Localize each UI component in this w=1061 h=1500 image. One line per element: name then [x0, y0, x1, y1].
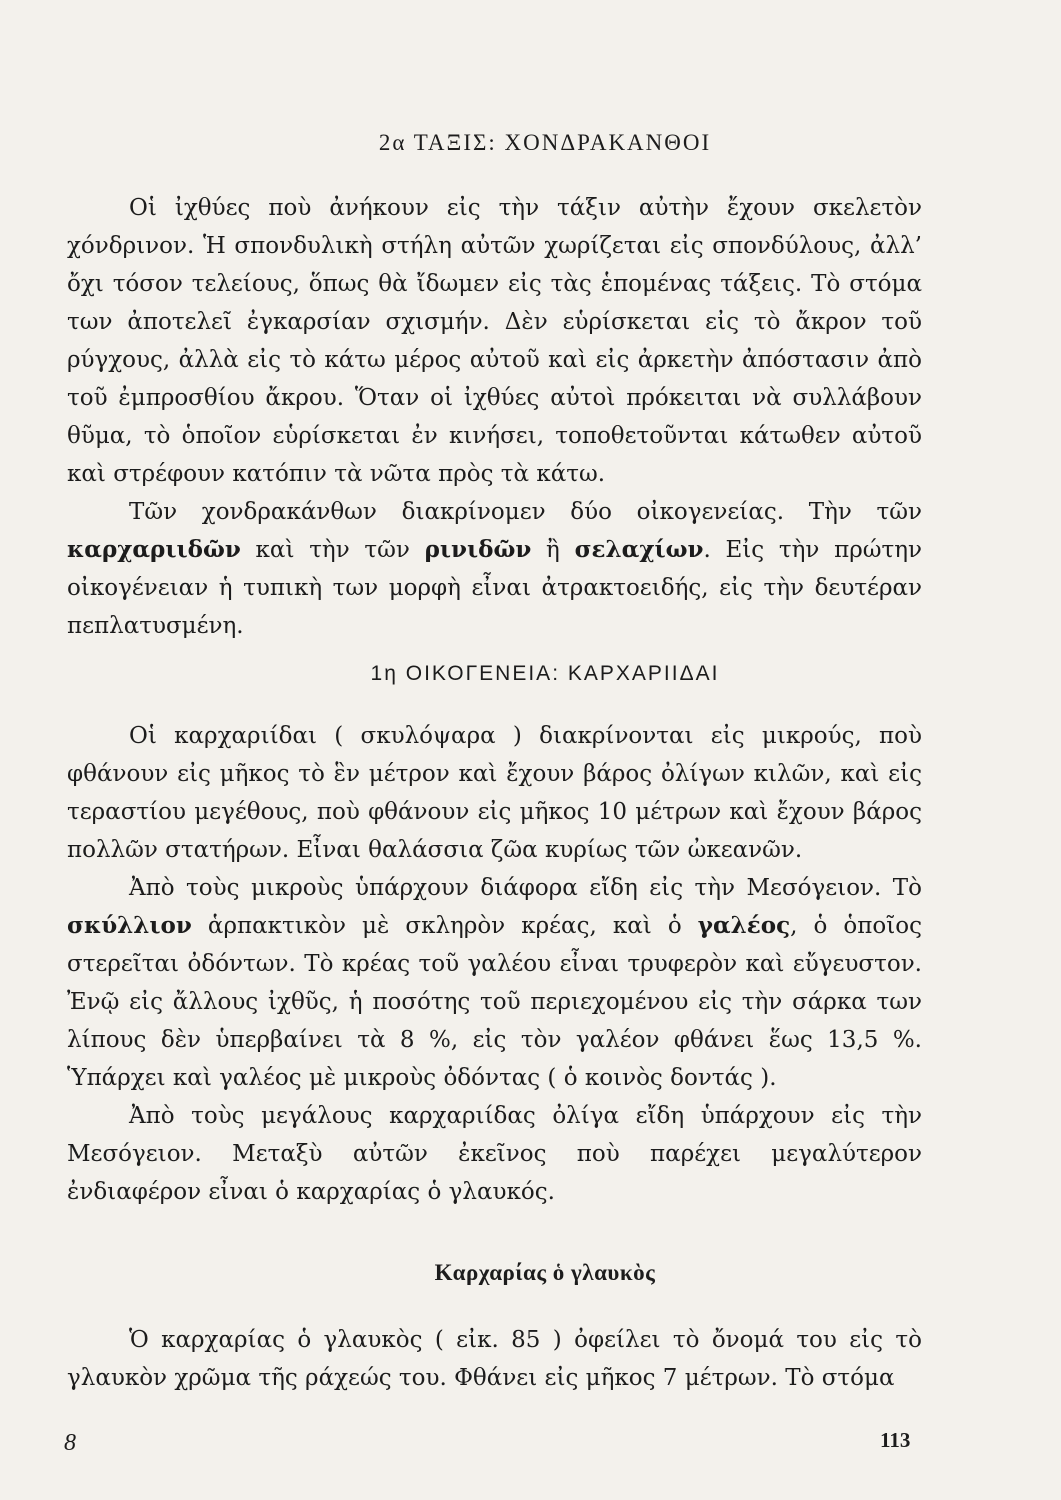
text-run: ἁρπακτικὸν μὲ σκληρὸν κρέας, καὶ ὁ	[191, 913, 698, 939]
text-run: καὶ τὴν τῶν	[240, 537, 425, 563]
text-run: Ἀπὸ τοὺς μεγάλους καρχαριίδας ὀλίγα εἴδη ὑπάρχουν εἰς τὴν Μεσόγειον. Μεταξὺ αὐτῶν ἐκεῖνος ποὺ παρέχει μεγαλύτερον ἐνδιαφέρον εἶναι ὁ καρχαρίας ὁ γλαυκός.	[67, 1103, 922, 1205]
text-run: Τῶν χονδρακάνθων διακρίνομεν δύο οἰκογενείας. Τὴν τῶν	[129, 499, 922, 525]
order-description	[67, 189, 922, 645]
text-run: ἢ	[531, 537, 575, 563]
family-heading: 1η ΟΙΚΟΓΕΝΕΙΑ: ΚΑΡΧΑΡΙΙΔΑΙ	[370, 662, 720, 685]
paragraph	[67, 869, 922, 1097]
paragraph	[67, 1097, 922, 1211]
text-run: Οἱ καρχαριίδαι ( σκυλόψαρα ) διακρίνονται εἰς μικρούς, ποὺ φθάνουν εἰς μῆκος τὸ ἓν μέτρον καὶ ἔχουν βάρος ὀλίγων κιλῶν, καὶ εἰς τεραστίου μεγέθους, ποὺ φθάνουν εἰς μῆκος 10 μέτρων καὶ ἔχουν βάρος πολλῶν στατήρων. Εἶναι θαλάσσια ζῶα κυρίως τῶν ὠκεανῶν.	[67, 723, 922, 863]
family-description	[67, 717, 922, 1211]
signature-mark: 8	[64, 1430, 76, 1456]
bold-term: γαλέος	[697, 912, 791, 939]
bold-term: καρχαριιδῶν	[67, 536, 241, 563]
paragraph	[67, 717, 922, 869]
paragraph	[67, 189, 922, 493]
text-run: , ὁ ὁποῖος στερεῖται ὀδόντων. Τὸ κρέας τοῦ γαλέου εἶναι τρυφερὸν καὶ εὔγευστον. Ἐνῷ εἰς ἄλλους ἰχθῦς, ἡ ποσότης τοῦ περιεχομένου εἰς τὴν σάρκα των λίπους δὲν ὑπερβαίνει τὰ 8 %, εἰς τὸν γαλέον φθάνει ἕως 13,5 %. Ὑπάρχει καὶ γαλέος μὲ μικροὺς ὀδόντας ( ὁ κοινὸς δοντάς ).	[67, 913, 922, 1091]
text-run: Οἱ ἰχθύες ποὺ ἀνήκουν εἰς τὴν τάξιν αὐτὴν ἔχουν σκελετὸν χόνδρινον. Ἡ σπονδυλικὴ στήλη αὐτῶν χωρίζεται εἰς σπονδύλους, ἀλλ’ ὄχι τόσον τελείους, ὅπως θὰ ἴδωμεν εἰς τὰς ἑπομένας τάξεις. Τὸ στόμα των ἀποτελεῖ ἐγκαρσίαν σχισμήν. Δὲν εὑρίσκεται εἰς τὸ ἄκρον τοῦ ρύγχους, ἀλλὰ εἰς τὸ κάτω μέρος αὐτοῦ καὶ εἰς ἀρκετὴν ἀπόστασιν ἀπὸ τοῦ ἐμπροσθίου ἄκρου. Ὅταν οἱ ἰχθύες αὐτοὶ πρόκειται νὰ συλλάβουν θῦμα, τὸ ὁποῖον εὑρίσκεται ἐν κινήσει, τοποθετοῦνται κάτωθεν αὐτοῦ καὶ στρέφουν κατόπιν τὰ νῶτα πρὸς τὰ κάτω.	[67, 195, 922, 487]
species-heading: Καρχαρίας ὁ γλαυκὸς	[434, 1260, 656, 1285]
bold-term: ρινιδῶν	[424, 536, 532, 563]
text-run: Ἀπὸ τοὺς μικροὺς ὑπάρχουν διάφορα εἴδη εἰς τὴν Μεσόγειον. Τὸ	[129, 875, 922, 901]
bold-term: σκύλλιον	[67, 912, 192, 939]
species-description	[67, 1321, 922, 1397]
paragraph	[67, 1321, 922, 1397]
paragraph	[67, 493, 922, 645]
order-heading: 2α ΤΑΞΙΣ: ΧΟΝΔΡΑΚΑΝΘΟΙ	[378, 130, 712, 155]
page-number: 113	[880, 1428, 911, 1452]
text-run: . Εἰς τὴν πρώτην οἰκογένειαν ἡ τυπικὴ των μορφὴ εἶναι ἀτρακτοειδής, εἰς τὴν δευτέραν πεπλατυσμένη.	[67, 537, 922, 639]
bold-term: σελαχίων	[574, 536, 704, 563]
text-run: Ὁ καρχαρίας ὁ γλαυκὸς ( εἰκ. 85 ) ὀφείλει τὸ ὄνομά του εἰς τὸ γλαυκὸν χρῶμα τῆς ράχεώς του. Φθάνει εἰς μῆκος 7 μέτρων. Τὸ στόμα	[67, 1327, 922, 1391]
